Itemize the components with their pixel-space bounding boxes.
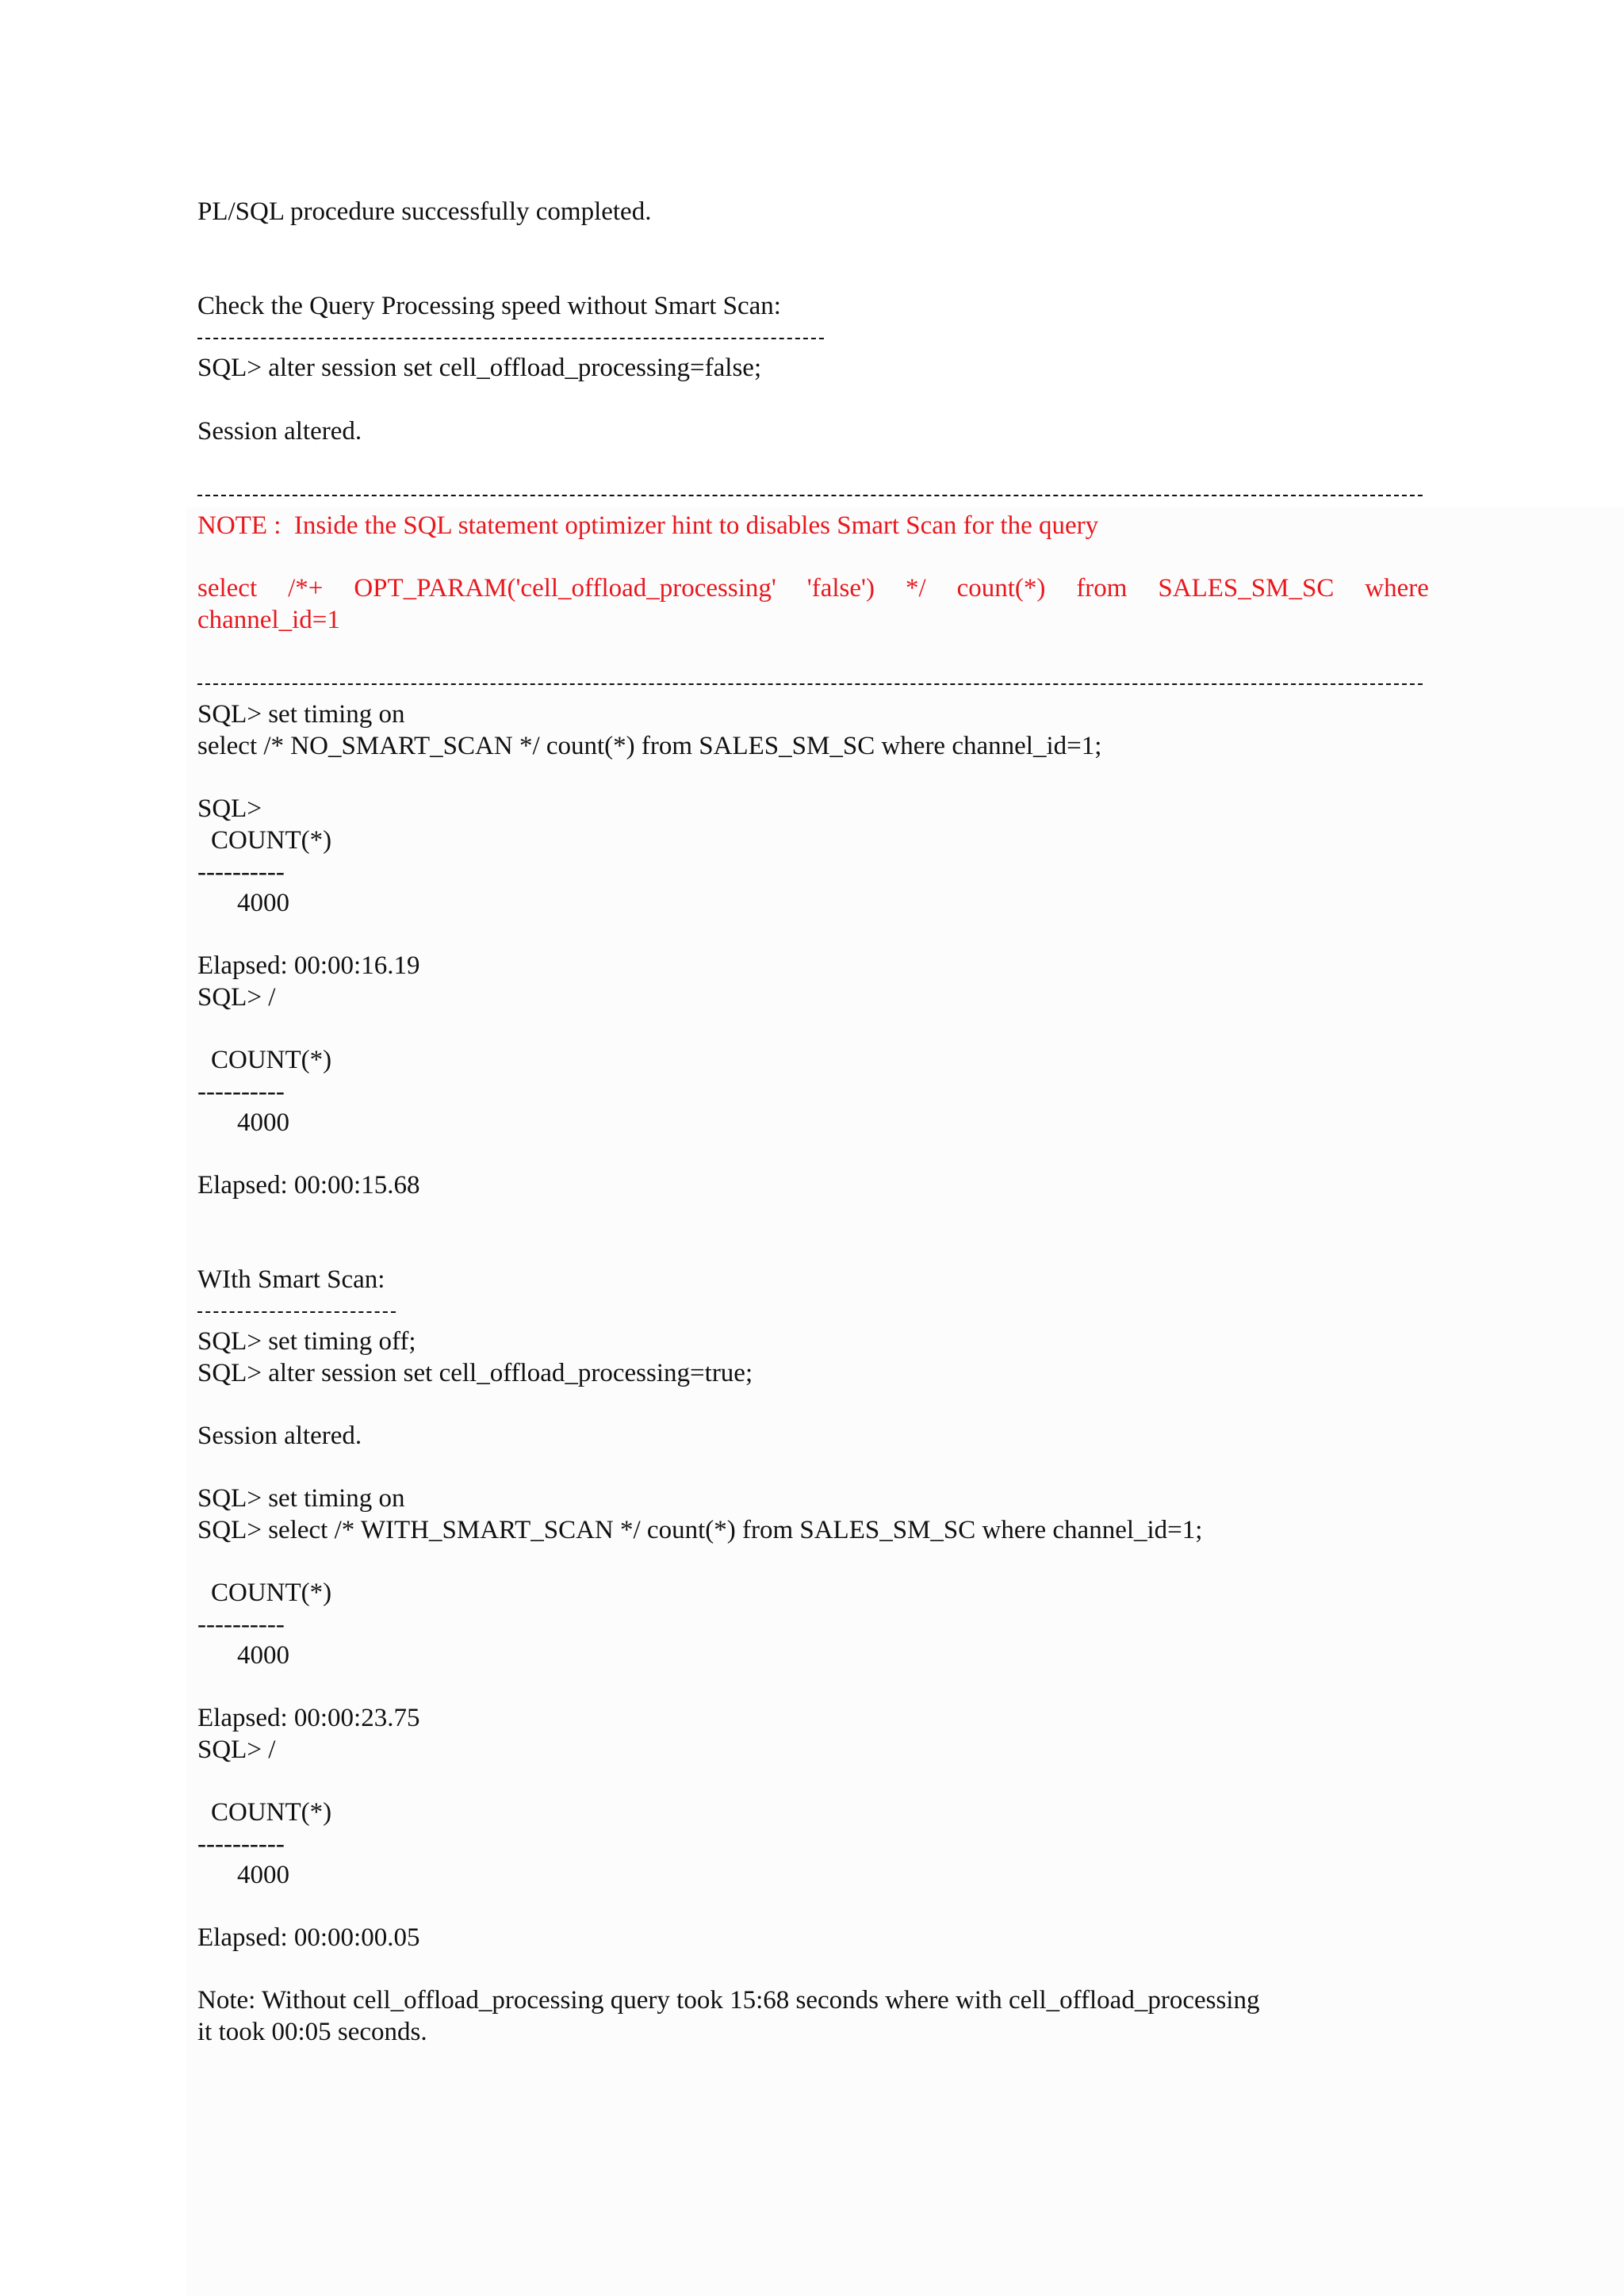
sql-prompt: SQL> xyxy=(197,794,262,823)
cmd-set-timing-on: SQL> set timing on xyxy=(197,1484,405,1513)
count-value: 4000 xyxy=(237,889,289,917)
sql-prompt-slash: SQL> / xyxy=(197,1735,276,1764)
count-value: 4000 xyxy=(237,1641,289,1670)
hint-word: select xyxy=(197,574,258,603)
hint-word: /*+ xyxy=(288,574,324,603)
elapsed-time: Elapsed: 00:00:00.05 xyxy=(197,1923,420,1952)
final-note-line-1: Note: Without cell_offload_processing query took 15:68 seconds where with cell_offload_processing xyxy=(197,1986,1260,2015)
hint-word: from xyxy=(1076,574,1128,603)
count-column-header: COUNT(*) xyxy=(211,1798,332,1827)
hint-word: count(*) xyxy=(956,574,1046,603)
cmd-select-no-smart-scan: select /* NO_SMART_SCAN */ count(*) from SALES_SM_SC where channel_id=1; xyxy=(197,732,1102,760)
count-separator: ---------- xyxy=(197,1077,285,1106)
elapsed-time: Elapsed: 00:00:15.68 xyxy=(197,1171,420,1200)
count-column-header: COUNT(*) xyxy=(211,1046,332,1074)
sql-prompt-slash: SQL> / xyxy=(197,983,276,1012)
cmd-alter-session-true: SQL> alter session set cell_offload_processing=true; xyxy=(197,1359,753,1387)
plsql-completed-line: PL/SQL procedure successfully completed. xyxy=(197,197,652,226)
session-altered-line: Session altered. xyxy=(197,1422,362,1450)
final-note-line-2: it took 00:05 seconds. xyxy=(197,2018,427,2046)
hint-word: OPT_PARAM('cell_offload_processing' xyxy=(354,574,776,603)
hint-word: SALES_SM_SC xyxy=(1158,574,1335,603)
hint-continuation-line: channel_id=1 xyxy=(197,606,340,634)
cmd-set-timing-off: SQL> set timing off; xyxy=(197,1327,416,1356)
session-altered-line: Session altered. xyxy=(197,417,362,446)
count-value: 4000 xyxy=(237,1108,289,1137)
hint-word: where xyxy=(1365,574,1429,603)
heading-without-smart-scan: Check the Query Processing speed without Smart Scan: xyxy=(197,292,781,320)
dashed-rule xyxy=(197,338,824,339)
count-value: 4000 xyxy=(237,1861,289,1889)
heading-with-smart-scan: WIth Smart Scan: xyxy=(197,1265,385,1294)
cmd-select-with-smart-scan: SQL> select /* WITH_SMART_SCAN */ count(*) from SALES_SM_SC where channel_id=1; xyxy=(197,1516,1203,1544)
elapsed-time: Elapsed: 00:00:16.19 xyxy=(197,951,420,980)
count-separator: ---------- xyxy=(197,1610,285,1639)
dashed-rule xyxy=(197,1311,396,1313)
dashed-rule xyxy=(197,495,1423,496)
cmd-set-timing-on: SQL> set timing on xyxy=(197,700,405,729)
count-separator: ---------- xyxy=(197,1830,285,1858)
note-red-line: NOTE : Inside the SQL statement optimizer hint to disables Smart Scan for the query xyxy=(197,511,1099,540)
dashed-rule xyxy=(197,683,1423,685)
hint-word: 'false') xyxy=(806,574,875,603)
hint-word: */ xyxy=(905,574,926,603)
count-column-header: COUNT(*) xyxy=(211,1578,332,1607)
count-separator: ---------- xyxy=(197,858,285,886)
elapsed-time: Elapsed: 00:00:23.75 xyxy=(197,1704,420,1732)
hint-select-line xyxy=(197,572,1429,604)
count-column-header: COUNT(*) xyxy=(211,826,332,855)
cmd-alter-session-false: SQL> alter session set cell_offload_processing=false; xyxy=(197,354,762,382)
